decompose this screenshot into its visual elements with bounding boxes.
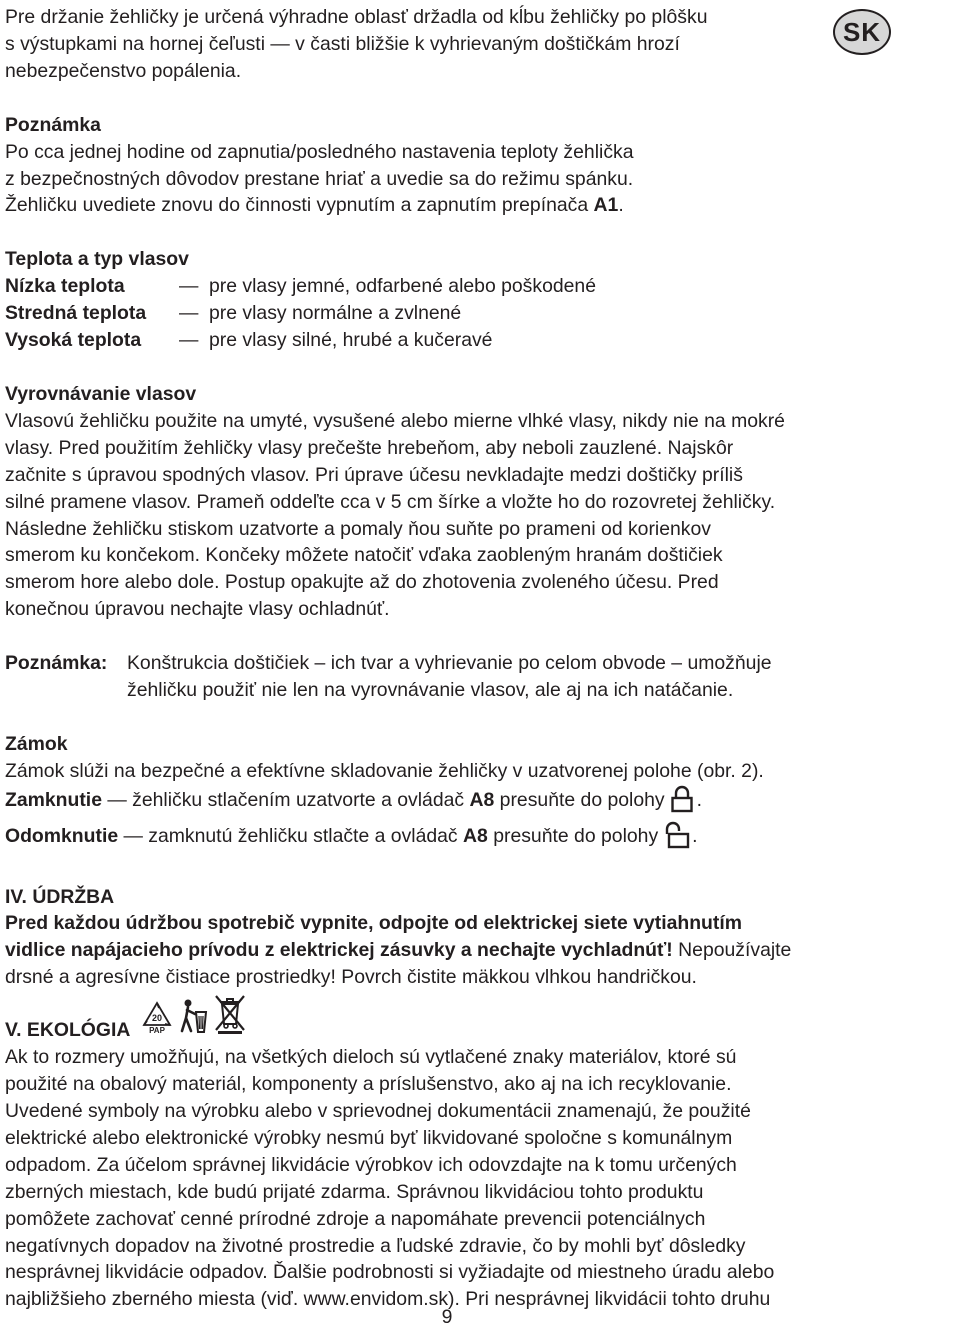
note-line-last xyxy=(5,192,910,219)
maintenance-mixed-line xyxy=(5,937,910,964)
maintenance-title: IV. ÚDRŽBA xyxy=(5,885,115,908)
straightening-line: smerom ku končekom. Končeky môžete natočiť vďaka zaobleným hranám doštičiek xyxy=(5,544,723,567)
temperature-name: Nízka teplota xyxy=(5,275,125,298)
recycle-code: PAP xyxy=(149,1026,166,1035)
temperature-dash: — xyxy=(179,275,199,298)
lock-text: presuňte do polohy xyxy=(494,788,665,811)
temperature-dash: — xyxy=(179,302,199,325)
lock-text: — žehličku stlačením uzatvorte a ovládač xyxy=(101,788,470,811)
note-title: Poznámka xyxy=(5,113,101,136)
maintenance-bold-line: Pred každou údržbou spotrebič vypnite, odpojte od elektrickej siete vytiahnutím xyxy=(5,912,742,935)
temperature-desc: pre vlasy silné, hrubé a kučeravé xyxy=(209,329,493,352)
temperature-row xyxy=(5,300,910,327)
tidyman-icon xyxy=(178,998,208,1042)
unlock-end: . xyxy=(692,824,698,847)
straightening-line: smerom hore alebo dole. Postup opakujte až do zhotovenia zvoleného účesu. Pred xyxy=(5,571,719,594)
note-section xyxy=(5,112,910,220)
temperature-name: Stredná teplota xyxy=(5,302,147,325)
page-number: 9 xyxy=(441,1306,453,1328)
note-line: z bezpečnostných dôvodov prestane hriať a uvedie sa do režimu spánku. xyxy=(5,167,634,190)
ecology-icons xyxy=(140,992,248,1042)
ecology-line: pomôžete zachovať cenné prírodné zdroje a napomáhate prevencii potenciálnych xyxy=(5,1207,706,1230)
maintenance-section xyxy=(5,884,910,992)
ecology-header xyxy=(5,991,910,1044)
note2-line: Konštrukcia doštičiek – ich tvar a vyhrievanie po celom obvode – umožňuje xyxy=(127,652,772,675)
temperature-title: Teplota a typ vlasov xyxy=(5,248,189,271)
note-line: Po cca jednej hodine od zapnutia/posledného nastavenia teploty žehlička xyxy=(5,140,634,163)
unlock-label: Odomknutie xyxy=(5,824,119,847)
ecology-line: najbližšieho zberného miesta (viď. www.envidom.sk). Pri nesprávnej likvidácii tohto druhu xyxy=(5,1288,771,1311)
lock-end: . xyxy=(696,788,703,811)
note-text: . xyxy=(618,194,624,217)
ecology-line: negatívnych dopadov na životné prostredie a ľudské zdravie, čo by mohli byť dôsledky xyxy=(5,1234,746,1257)
intro-paragraph xyxy=(5,4,910,85)
switch-code: A1 xyxy=(593,194,619,217)
lock-line: Zámok slúži na bezpečné a efektívne skladovanie žehličky v uzatvorenej polohe (obr. 2). xyxy=(5,759,764,782)
temperature-desc: pre vlasy normálne a zvlnené xyxy=(209,302,462,325)
straightening-line: začnite s úpravou spodných vlasov. Pri úprave účesu nevkladajte medzi doštičky príliš xyxy=(5,463,743,486)
temperature-section xyxy=(5,246,910,354)
unlock-row xyxy=(5,821,910,857)
paper-recycling-icon xyxy=(140,1000,174,1042)
straightening-title: Vyrovnávanie vlasov xyxy=(5,382,197,405)
padlock-closed-icon xyxy=(669,785,695,821)
intro-line: Pre držanie žehličky je určená výhradne oblasť držadla od kĺbu žehličky po plôšku xyxy=(5,6,708,28)
note-text: Žehličku uvediete znovu do činnosti vypnutím a zapnutím prepínača xyxy=(5,194,594,217)
note2-line: žehličku použiť nie len na vyrovnávanie vlasov, ale aj na ich natáčanie. xyxy=(127,679,734,702)
lock-title: Zámok xyxy=(5,732,68,755)
document-page xyxy=(5,4,910,1313)
straightening-section xyxy=(5,381,910,623)
maintenance-bold-text: vidlice napájacieho prívodu z elektrickej zásuvky a nechajte vychladnúť! xyxy=(5,939,673,962)
ecology-line: použité na obalový materiál, komponenty a príslušenstvo, ako aj na ich recyklovanie. xyxy=(5,1073,732,1096)
maintenance-line: drsné a agresívne čistiace prostriedky! Povrch čistite mäkkou vlhkou handričkou. xyxy=(5,966,697,989)
temperature-desc: pre vlasy jemné, odfarbené alebo poškodené xyxy=(209,275,596,298)
control-code: A8 xyxy=(469,788,495,811)
lock-label: Zamknutie xyxy=(5,788,102,811)
crossed-bin-icon xyxy=(212,992,248,1042)
note2-label: Poznámka: xyxy=(5,652,108,675)
straightening-line: konečnou úpravou nechajte vlasy ochladnúť. xyxy=(5,598,390,621)
language-badge: SK xyxy=(833,9,891,55)
unlock-text: — zamknutú žehličku stlačte a ovládač xyxy=(118,824,464,847)
maintenance-text: Nepoužívajte xyxy=(672,939,792,962)
ecology-line: zberných miestach, kde budú prijaté zdarma. Správnou likvidáciou tohto produktu xyxy=(5,1180,704,1203)
unlock-text: presuňte do polohy xyxy=(487,824,659,847)
intro-line: nebezpečenstvo popálenia. xyxy=(5,59,242,82)
straightening-line: silné pramene vlasov. Prameň oddeľte cca v 5 cm šírke a vložte ho do rozovretej žehličky. xyxy=(5,490,776,513)
straightening-line: Následne žehličku stiskom uzatvorte a pomaly ňou suňte po prameni od korienkov xyxy=(5,517,711,540)
straightening-line: vlasy. Pred použitím žehličky vlasy prečešte hrebeňom, aby neboli zauzlené. Najskôr xyxy=(5,436,734,459)
control-code: A8 xyxy=(463,824,488,847)
lock-row xyxy=(5,785,910,821)
ecology-line: Uvedené symboly na výrobku alebo v sprievodnej dokumentácii znamenajú, že použité xyxy=(5,1100,751,1122)
temperature-dash: — xyxy=(179,329,199,352)
ecology-line: nesprávnej likvidácie odpadov. Ďalšie podrobnosti si vyžiadajte od miestneho úradu alebo xyxy=(5,1261,775,1284)
straightening-line: Vlasovú žehličku použite na umyté, vysušené alebo mierne vlhké vlasy, nikdy nie na mokré xyxy=(5,409,785,432)
ecology-title: V. EKOLÓGIA xyxy=(5,1019,131,1042)
padlock-open-icon xyxy=(662,821,690,857)
note2-section xyxy=(5,650,910,704)
temperature-row xyxy=(5,327,910,354)
ecology-section xyxy=(5,991,910,1313)
ecology-line: elektrické alebo elektronické výrobky nesmú byť likvidované spoločne s komunálnym xyxy=(5,1126,733,1149)
recycle-number: 20 xyxy=(152,1013,163,1024)
lock-section xyxy=(5,731,910,857)
ecology-line: Ak to rozmery umožňujú, na všetkých dieloch sú vytlačené znaky materiálov, ktoré sú xyxy=(5,1046,737,1069)
intro-line: s výstupkami na hornej čeľusti — v časti bližšie k vyhrievaným doštičkám hrozí xyxy=(5,32,680,55)
temperature-name: Vysoká teplota xyxy=(5,329,142,352)
temperature-row xyxy=(5,273,910,300)
ecology-line: odpadom. Za účelom správnej likvidácie výrobkov ich odovzdajte na k tomu určených xyxy=(5,1153,737,1176)
